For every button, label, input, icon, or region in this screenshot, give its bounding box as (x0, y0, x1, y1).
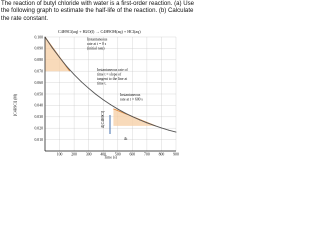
x-tick-4: 400 (100, 152, 107, 157)
curve-point-1 (52, 47, 53, 48)
curve-point-11 (125, 113, 126, 114)
y-tick-6: 0.040 (34, 103, 43, 108)
annotation-initial-1: Instantaneous (87, 37, 108, 42)
x-tick-2: 200 (71, 152, 77, 157)
curve-point-13 (139, 119, 140, 120)
curve-point-9 (110, 104, 111, 105)
delta-time-label: Δt (124, 137, 128, 141)
y-tick-9: 0.010 (34, 137, 43, 142)
concentration-curve (45, 37, 176, 132)
delta-concentration-label: Δ[C4H9Cl] (101, 110, 105, 128)
x-axis-ticks (57, 153, 179, 157)
y-tick-7: 0.030 (34, 115, 43, 120)
curve-point-6 (88, 88, 89, 89)
x-tick-8: 800 (158, 152, 165, 157)
annotation-slope-1: Instantaneous rate of (97, 68, 128, 72)
y-axis-ticks (34, 35, 43, 142)
curve-point-16 (161, 128, 162, 129)
y-tick-1: 0.090 (34, 46, 43, 51)
y-axis-label: [C4H9Cl] (M) (13, 93, 18, 116)
y-tick-4: 0.060 (34, 80, 43, 85)
problem-statement: The reaction of butyl chloride with water is a first-order reaction. (a) Use the following graph to estimate the half-life of the reaction. (b) Calculate the rate constant. (1, 0, 195, 22)
curve-point-15 (154, 125, 155, 126)
curve-point-3 (66, 66, 67, 67)
reaction-chart (0, 0, 200, 159)
annotation-slope-3: tangent to the line at (97, 77, 128, 81)
curve-point-8 (103, 99, 104, 100)
curve-markers (45, 37, 177, 133)
x-tick-1: 100 (56, 152, 63, 157)
annotation-slope-2: time t = slope of (97, 72, 122, 77)
annotation-initial-3: (initial rate) (87, 46, 105, 51)
annotation-initial-2: rate at t = 0 s (87, 42, 107, 46)
x-tick-9: 900 (173, 152, 179, 157)
x-tick-3: 300 (85, 152, 92, 157)
curve-point-10 (117, 109, 118, 110)
y-tick-0: 0.100 (34, 35, 43, 40)
curve-point-17 (168, 130, 169, 131)
gridlines (45, 37, 176, 151)
curve-point-5 (81, 81, 82, 82)
y-tick-2: 0.080 (34, 58, 43, 63)
x-tick-7: 700 (144, 152, 150, 157)
annotation-600-2: rate at t = 600 s (120, 97, 143, 102)
x-tick-6: 600 (129, 152, 136, 157)
y-tick-5: 0.050 (34, 92, 43, 97)
annotation-600-1: Instantaneous (120, 93, 141, 97)
x-tick-5: 500 (114, 152, 121, 157)
curve-point-18 (176, 132, 177, 133)
y-tick-8: 0.020 (34, 126, 43, 131)
curve-point-2 (59, 57, 60, 58)
curve-point-4 (74, 74, 75, 75)
annotation-slope-4: time t. (97, 81, 107, 86)
y-tick-3: 0.070 (34, 69, 43, 74)
reaction-equation: C4H9Cl(aq) + H2O(l) → C4H9OH(aq) + HCl(aq) (58, 29, 141, 34)
curve-point-7 (95, 94, 96, 95)
x-axis-label: Time (s) (104, 155, 117, 159)
curve-point-12 (132, 116, 133, 117)
curve-point-14 (146, 122, 147, 123)
